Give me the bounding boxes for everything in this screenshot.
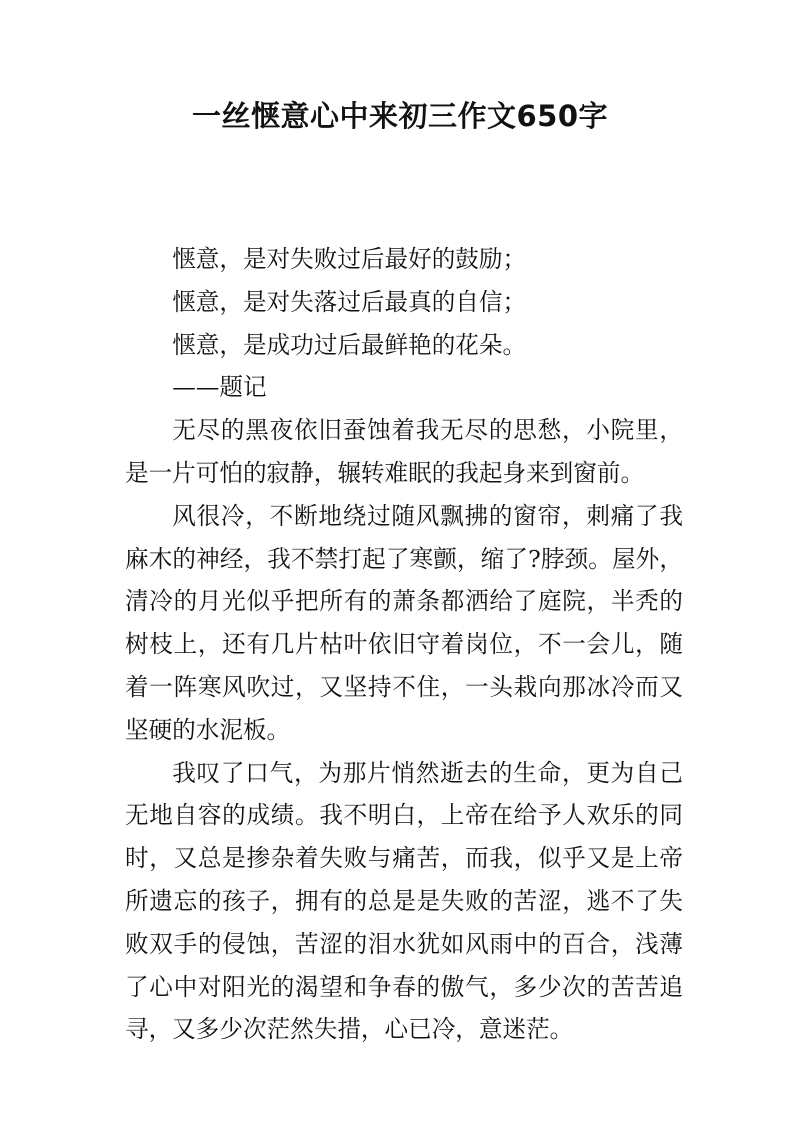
paragraph-epigraph-2: 惬意，是对失落过后最真的自信； bbox=[172, 287, 527, 316]
paragraph-wind: 风很冷，不断地绕过随风飘拂的窗帘，刺痛了我麻木的神经，我不禁打起了寒颤，缩了?脖颈。屋外，清冷的月光似乎把所有的萧条都洒给了庭院，半秃的树枝上，还有几片枯叶依旧守着岗位，不一会儿，随着一阵寒风吹过，又坚持不住，一头栽向那冰冷而又坚硬的水泥板。 bbox=[125, 501, 683, 744]
document-title: 一丝惬意心中来初三作文650字 bbox=[191, 99, 609, 133]
paragraph-epigraph-attribution: ——题记 bbox=[172, 373, 267, 402]
paragraph-sigh: 我叹了口气，为那片悄然逝去的生命，更为自己无地自容的成绩。我不明白，上帝在给予人欢乐的同时，又总是掺杂着失败与痛苦，而我，似乎又是上帝所遗忘的孩子，拥有的总是是失败的苦涩，逃不了失败双手的侵蚀，苦涩的泪水犹如风雨中的百合，浅薄了心中对阳光的渴望和争春的傲气，多少次的苦苦追寻，又多少次茫然失措，心已冷，意迷茫。 bbox=[125, 758, 683, 1044]
paragraph-epigraph-3: 惬意，是成功过后最鲜艳的花朵。 bbox=[172, 330, 527, 359]
paragraph-epigraph-1: 惬意，是对失败过后最好的鼓励； bbox=[172, 245, 527, 273]
paragraph-night: 无尽的黑夜依旧蚕蚀着我无尽的思愁，小院里，是一片可怕的寂静，辗转难眠的我起身来到窗前。 bbox=[125, 416, 683, 487]
document-body bbox=[125, 238, 683, 1051]
